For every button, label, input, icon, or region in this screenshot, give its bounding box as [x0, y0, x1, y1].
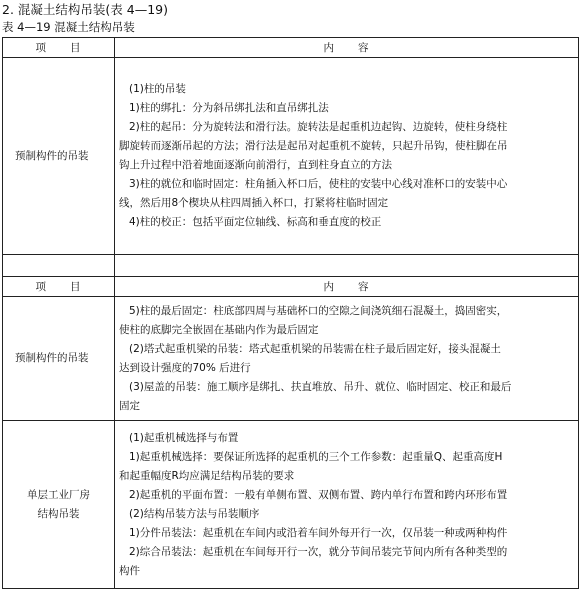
- content-line: 钩上升过程中沿着地面逐渐向前滑行，直到柱身直立的方法: [119, 159, 392, 171]
- header-item-repeat: 项 目: [3, 277, 115, 297]
- table-row: [3, 297, 579, 421]
- row-content: [115, 421, 579, 589]
- row-content: [115, 58, 579, 255]
- content-line: 固定: [119, 399, 140, 412]
- spacer-row: [3, 255, 579, 277]
- category-text: 结构吊装: [37, 507, 80, 520]
- row-content: [115, 297, 579, 421]
- content-line: (3)屋盖的吊装：施工顺序是绑扎、扶直堆放、吊升、就位、临时固定、校正和最后: [129, 380, 512, 393]
- content-line: 1)起重机械选择：要保证所选择的起重机的三个工作参数：起重量Q、起重高度H: [129, 450, 503, 463]
- content-line: 3)柱的就位和临时固定：柱角插入杯口后，使柱的安装中心线对准杯口的安装中心: [129, 178, 508, 190]
- content-line: 5)柱的最后固定：柱底部四周与基础杯口的空隙之间浇筑细石混凝土，捣固密实，: [129, 304, 508, 317]
- content-line: (2)结构吊装方法与吊装顺序: [129, 507, 260, 520]
- table-row: [3, 58, 579, 255]
- section-heading: 2. 混凝土结构吊装(表 4—19): [2, 2, 168, 17]
- header-content: 内 容: [115, 38, 579, 58]
- content-line: 2)综合吊装法：起重机在车间每开行一次，就分节间吊装完节间内所有各种类型的: [129, 545, 508, 558]
- hoisting-table: [2, 37, 579, 589]
- content-line: 4)柱的校正：包括平面定位轴线、标高和垂直度的校正: [129, 216, 382, 228]
- header-content-repeat: 内 容: [115, 277, 579, 297]
- content-line: 构件: [119, 564, 140, 577]
- content-line: (1)柱的吊装: [129, 83, 186, 95]
- content-line: (2)塔式起重机梁的吊装：塔式起重机梁的吊装需在柱子最后固定好，接头混凝土: [129, 342, 501, 355]
- category-text: 单层工业厂房: [27, 488, 90, 501]
- row-category: [3, 421, 115, 589]
- content-line: 达到设计强度的70% 后进行: [119, 361, 251, 374]
- table-row: [3, 421, 579, 589]
- category-text: 预制构件的吊装: [15, 149, 89, 162]
- content-line: 脚旋转而逐渐吊起的方法；滑行法是起吊对起重机不旋转，只起升吊钩，使柱脚在吊: [119, 140, 508, 152]
- row-category: [3, 58, 115, 255]
- table-caption: 表 4—19 混凝土结构吊装: [2, 20, 135, 34]
- row-category: [3, 297, 115, 421]
- content-line: 2)起重机的平面布置：一般有单侧布置、双侧布置、跨内单行布置和跨内环形布置: [129, 488, 508, 501]
- content-line: 1)柱的绑扎：分为斜吊绑扎法和直吊绑扎法: [129, 102, 329, 114]
- table-header-row-repeat: [3, 277, 579, 297]
- header-item: 项 目: [3, 38, 115, 58]
- content-line: 使柱的底脚完全嵌固在基础内作为最后固定: [119, 323, 319, 336]
- content-line: 2)柱的起吊：分为旋转法和滑行法。旋转法是起重机边起钩、边旋转，使柱身绕柱: [129, 121, 508, 133]
- content-line: 和起重幅度R均应满足结构吊装的要求: [119, 469, 295, 482]
- content-line: 线，然后用8个楔块从柱四周插入杯口，打紧将柱临时固定: [119, 197, 389, 209]
- content-line: (1)起重机械选择与布置: [129, 431, 239, 444]
- content-line: 1)分件吊装法：起重机在车间内或沿着车间外每开行一次，仅吊装一种或两种构件: [129, 526, 508, 539]
- table-header-row: [3, 38, 579, 58]
- category-text: 预制构件的吊装: [15, 352, 89, 364]
